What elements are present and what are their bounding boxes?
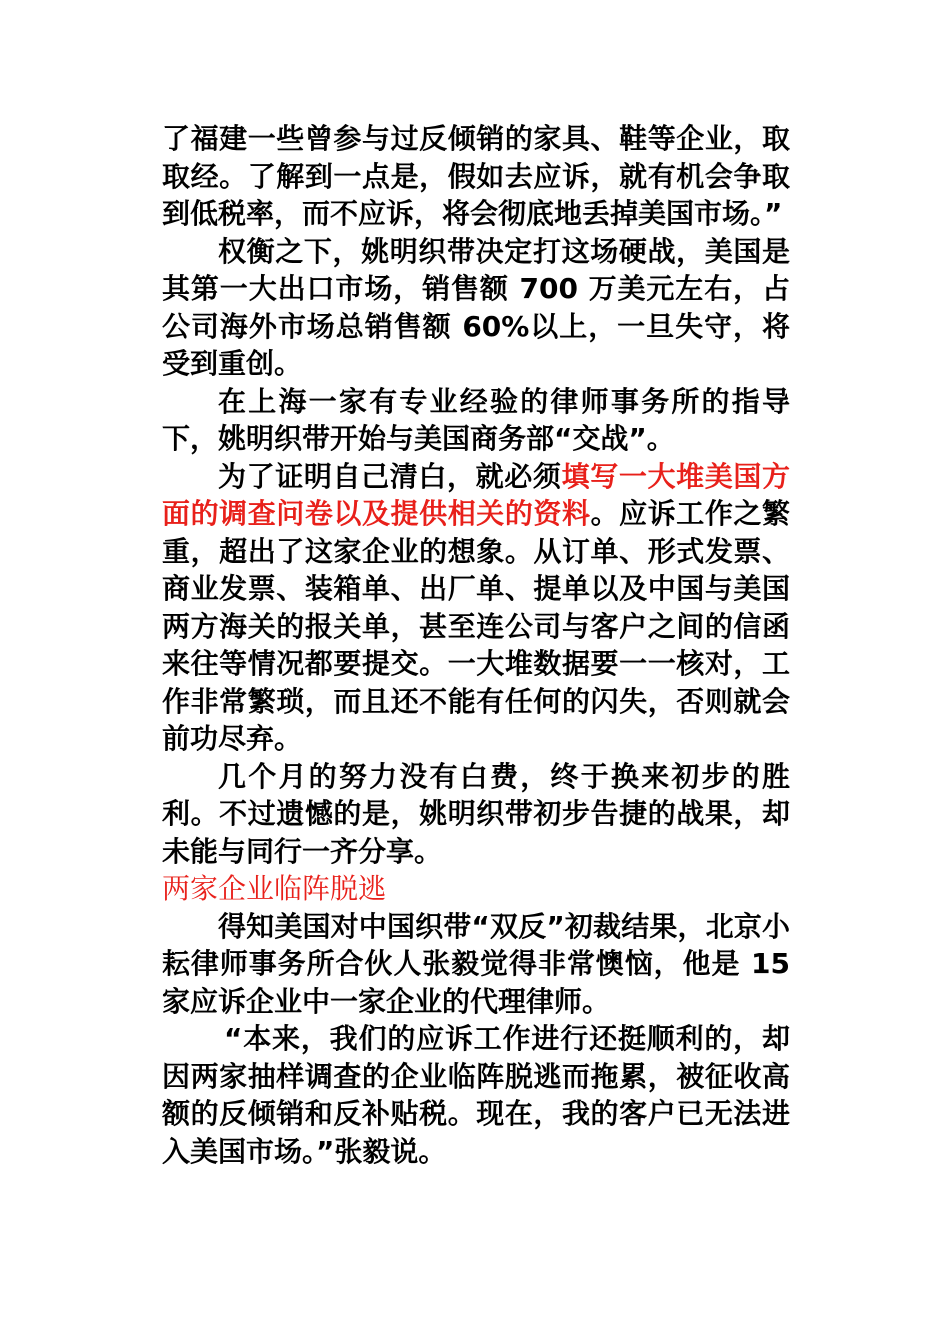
paragraph-6: 得知美国对中国织带“双反”初裁结果，北京小耘律师事务所合伙人张毅觉得非常懊恼，他是 15 家应诉企业中一家企业的代理律师。 — [162, 909, 790, 1018]
paragraph-4 — [162, 458, 790, 758]
paragraph-5: 几个月的努力没有白费，终于换来初步的胜利。不过遗憾的是，姚明织带初步告捷的战果，却未能与同行一齐分享。 — [162, 759, 790, 868]
paragraph-4-rest: 。应诉工作之繁重，超出了这家企业的想象。从订单、形式发票、商业发票、装箱单、出厂单、提单以及中国与美国两方海关的报关单，甚至连公司与客户之间的信函来往等情况都要提交。一大堆数据要一一核对，工作非常繁琐，而且还不能有任何的闪失，否则就会前功尽弃。 — [162, 497, 790, 755]
paragraph-7: “本来，我们的应诉工作进行还挺顺利的，却因两家抽样调查的企业临阵脱逃而拖累，被征收高额的反倾销和反补贴税。现在，我的客户已无法进入美国市场。”张毅说。 — [162, 1022, 790, 1168]
document-body — [162, 120, 790, 1170]
paragraph-1: 了福建一些曾参与过反倾销的家具、鞋等企业，取取经。了解到一点是，假如去应诉，就有机会争取到低税率，而不应诉，将会彻底地丢掉美国市场。” — [162, 122, 790, 230]
paragraph-2: 权衡之下，姚明织带决定打这场硬战，美国是其第一大出口市场，销售额 700 万美元左右，占公司海外市场总销售额 60%以上，一旦失守，将受到重创。 — [162, 234, 790, 380]
highlighted-text: 填写一大堆美国方面的调查问卷以及提供相关的资料 — [162, 459, 790, 530]
section-heading: 两家企业临阵脱逃 — [162, 872, 387, 905]
paragraph-3: 在上海一家有专业经验的律师事务所的指导下，姚明织带开始与美国商务部“交战”。 — [162, 384, 790, 455]
paragraph-4-lead: 为了证明自己清白，就必须 — [218, 459, 562, 493]
